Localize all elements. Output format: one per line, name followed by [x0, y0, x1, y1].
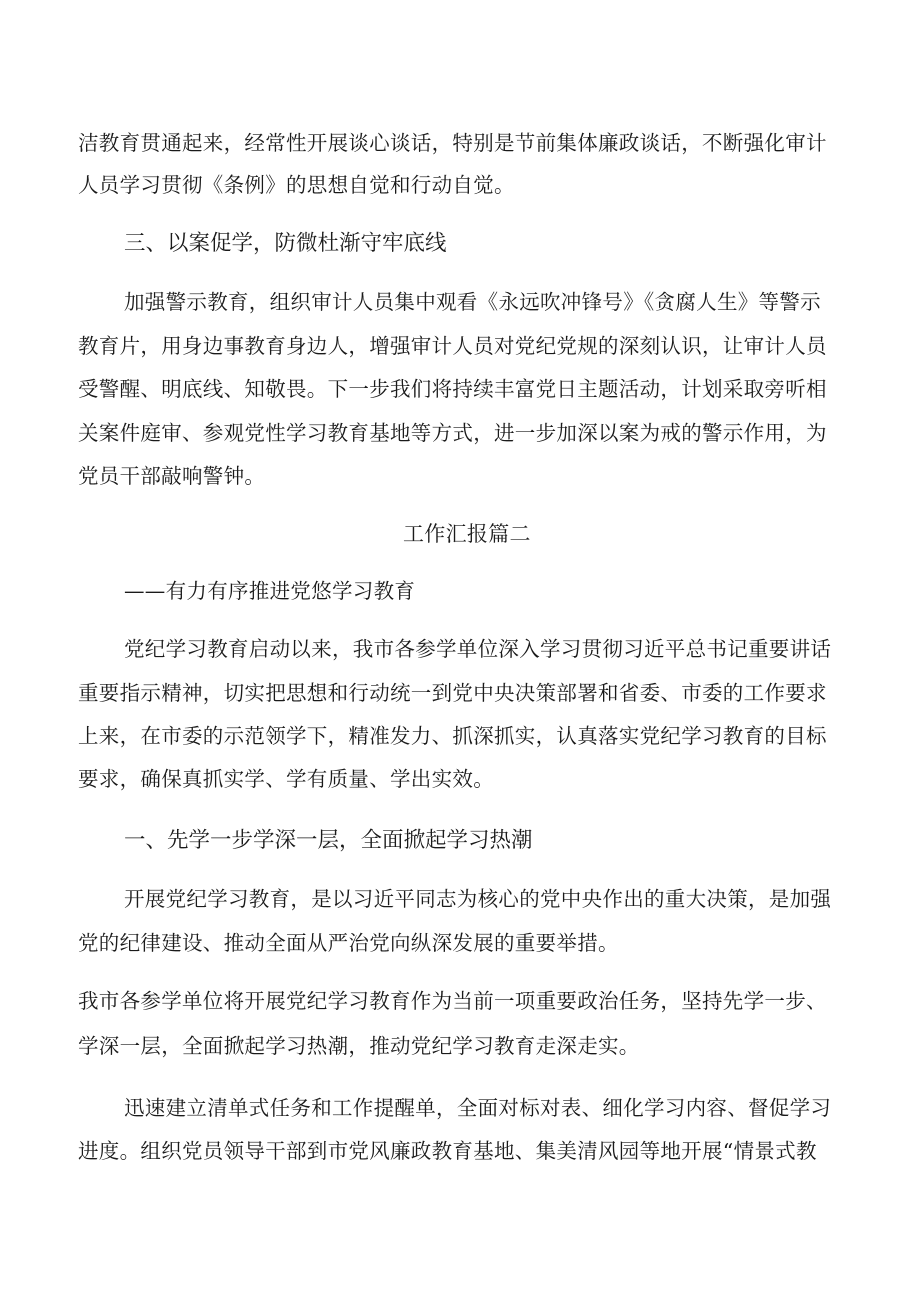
article-title: 工作汇报篇二	[403, 522, 531, 546]
body-line: 学深一层，全面掀起学习热潮，推动党纪学习教育走深走实。	[78, 1034, 640, 1058]
body-line: 我市各参学单位将开展党纪学习教育作为当前一项重要政治任务，坚持先学一步、	[78, 989, 827, 1013]
body-line: 开展党纪学习教育，是以习近平同志为核心的党中央作出的重大决策，是加强	[124, 887, 832, 911]
body-line: 要求，确保真抓实学、学有质量、学出实效。	[78, 767, 494, 791]
body-line: 党的纪律建设、推动全面从严治党向纵深发展的重要举措。	[78, 931, 619, 955]
body-line: 教育片，用身边事教育身边人，增强审计人员对党纪党规的深刻认识，让审计人员	[78, 334, 827, 358]
body-line: 党纪学习教育启动以来，我市各参学单位深入学习贯彻习近平总书记重要讲话	[124, 637, 832, 661]
article-subtitle: ——有力有序推进党悠学习教育	[124, 579, 416, 603]
body-line: 受警醒、明底线、知敬畏。下一步我们将持续丰富党日主题活动，计划采取旁听相	[78, 377, 827, 401]
section-heading-1: 一、先学一步学深一层，全面掀起学习热潮	[124, 828, 533, 853]
body-line: 进度。组织党员领导干部到市党风廉政教育基地、集美清风园等地开展“情景式教	[78, 1139, 817, 1163]
body-line: 上来，在市委的示范领学下，精准发力、抓深抓实，认真落实党纪学习教育的目标	[78, 724, 827, 748]
section-heading-3: 三、以案促学，防微杜渐守牢底线	[124, 231, 447, 256]
body-line: 人员学习贯彻《条例》的思想自觉和行动自觉。	[78, 173, 515, 197]
body-line: 洁教育贯通起来，经常性开展谈心谈话，特别是节前集体廉政谈话，不断强化审计	[78, 131, 827, 155]
body-line: 迅速建立清单式任务和工作提醒单，全面对标对表、细化学习内容、督促学习	[124, 1096, 832, 1120]
body-line: 关案件庭审、参观党性学习教育基地等方式，进一步加深以案为戒的警示作用，为	[78, 421, 827, 445]
body-line: 党员干部敲响警钟。	[78, 464, 266, 488]
body-line: 加强警示教育，组织审计人员集中观看《永远吹冲锋号》《贪腐人生》等警示	[124, 290, 821, 314]
body-line: 重要指示精神，切实把思想和行动统一到党中央决策部署和省委、市委的工作要求	[78, 681, 827, 705]
